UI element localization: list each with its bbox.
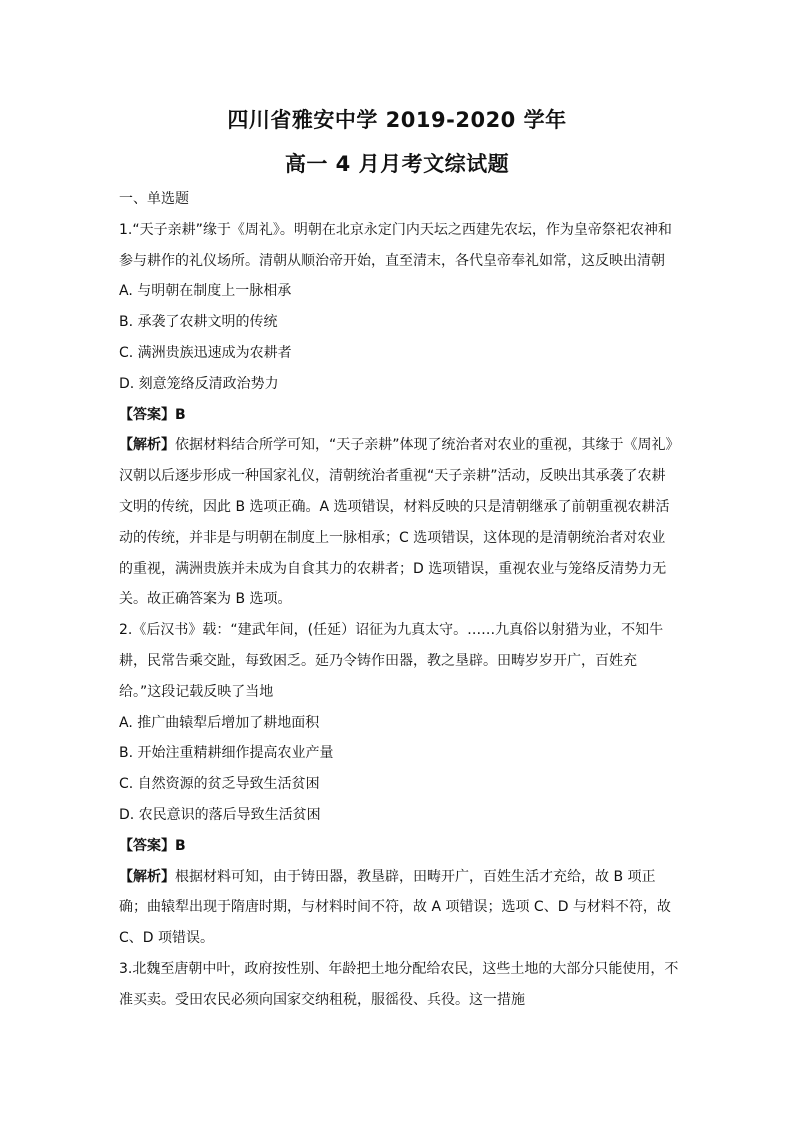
document-subtitle: 高一 4 月月考文综试题 — [284, 152, 510, 176]
answer-value: B — [175, 406, 186, 423]
question-3 — [119, 954, 679, 1016]
analysis-text: 根据材料可知，由于铸田器，教垦辟，田畴开广，百姓生活才充给，故 B 项正确；曲辕犁出现于隋唐时期，与材料时间不符，故 A 项错误；选项 C、D 与材料不符，故 C、D 项错误。 — [119, 868, 671, 947]
document-title: 四川省雅安中学 2019-2020 学年 — [227, 108, 567, 132]
answer-line — [119, 400, 679, 431]
analysis-tag: 【解析】 — [119, 868, 175, 885]
option-b: B. 承袭了农耕文明的传统 — [119, 314, 278, 331]
option-c: C. 自然资源的贫乏导致生活贫困 — [119, 776, 320, 793]
question-stem: 1.“天子亲耕”缘于《周礼》。明朝在北京永定门内天坛之西建先农坛，作为皇帝祭祀农神和参与耕作的礼仪场所。清朝从顺治帝开始，直至清末，各代皇帝奉礼如常，这反映出清朝 — [119, 221, 672, 269]
analysis-tag: 【解析】 — [119, 437, 175, 454]
question-2 — [119, 615, 679, 954]
option-b: B. 开始注重精耕细作提高农业产量 — [119, 745, 334, 762]
answer-value: B — [175, 837, 186, 854]
answer-line — [119, 831, 679, 862]
option-a: A. 推广曲辕犁后增加了耕地面积 — [119, 714, 320, 731]
question-stem: 3.北魏至唐朝中叶，政府按性别、年龄把土地分配给农民，这些土地的大部分只能使用，不准买卖。受田农民必须向国家交纳租税，服徭役、兵役。这一措施 — [119, 960, 679, 1008]
option-d: D. 农民意识的落后导致生活贫困 — [119, 806, 321, 823]
question-stem: 2.《后汉书》载：“建武年间，(任延）诏征为九真太守。……九真俗以射猎为业，不知牛耕，民常告乘交趾，每致困乏。延乃令铸作田器，教之垦辟。田畴岁岁开广，百姓充给。”这段记载反映了当地 — [119, 622, 664, 700]
option-c: C. 满洲贵族迅速成为农耕者 — [119, 344, 292, 361]
question-1 — [119, 215, 679, 615]
answer-tag: 【答案】 — [119, 837, 175, 854]
option-d: D. 刻意笼络反清政治势力 — [119, 375, 279, 392]
analysis-paragraph — [119, 862, 679, 954]
option-a: A. 与明朝在制度上一脉相承 — [119, 283, 292, 300]
analysis-paragraph — [119, 430, 679, 615]
answer-tag: 【答案】 — [119, 406, 175, 423]
document-body — [119, 184, 679, 1016]
analysis-text: 依据材料结合所学可知，“天子亲耕”体现了统治者对农业的重视，其缘于《周礼》汉朝以后逐步形成一种国家礼仪，清朝统治者重视“天子亲耕”活动，反映出其承袭了农耕文明的传统，因此 B 选项正确。A 选项错误，材料反映的只是清朝继承了前朝重视农耕活动的传统，并非是与明朝在制度上一脉相承；C 选项错误，这体现的是清朝统治者对农业的重视，满洲贵族并未成为自食其力的农耕者；D 选项错误，重视农业与笼络反清势力无关。故正确答案为 B 选项。 — [119, 437, 673, 608]
section-heading: 一、单选题 — [119, 191, 189, 207]
